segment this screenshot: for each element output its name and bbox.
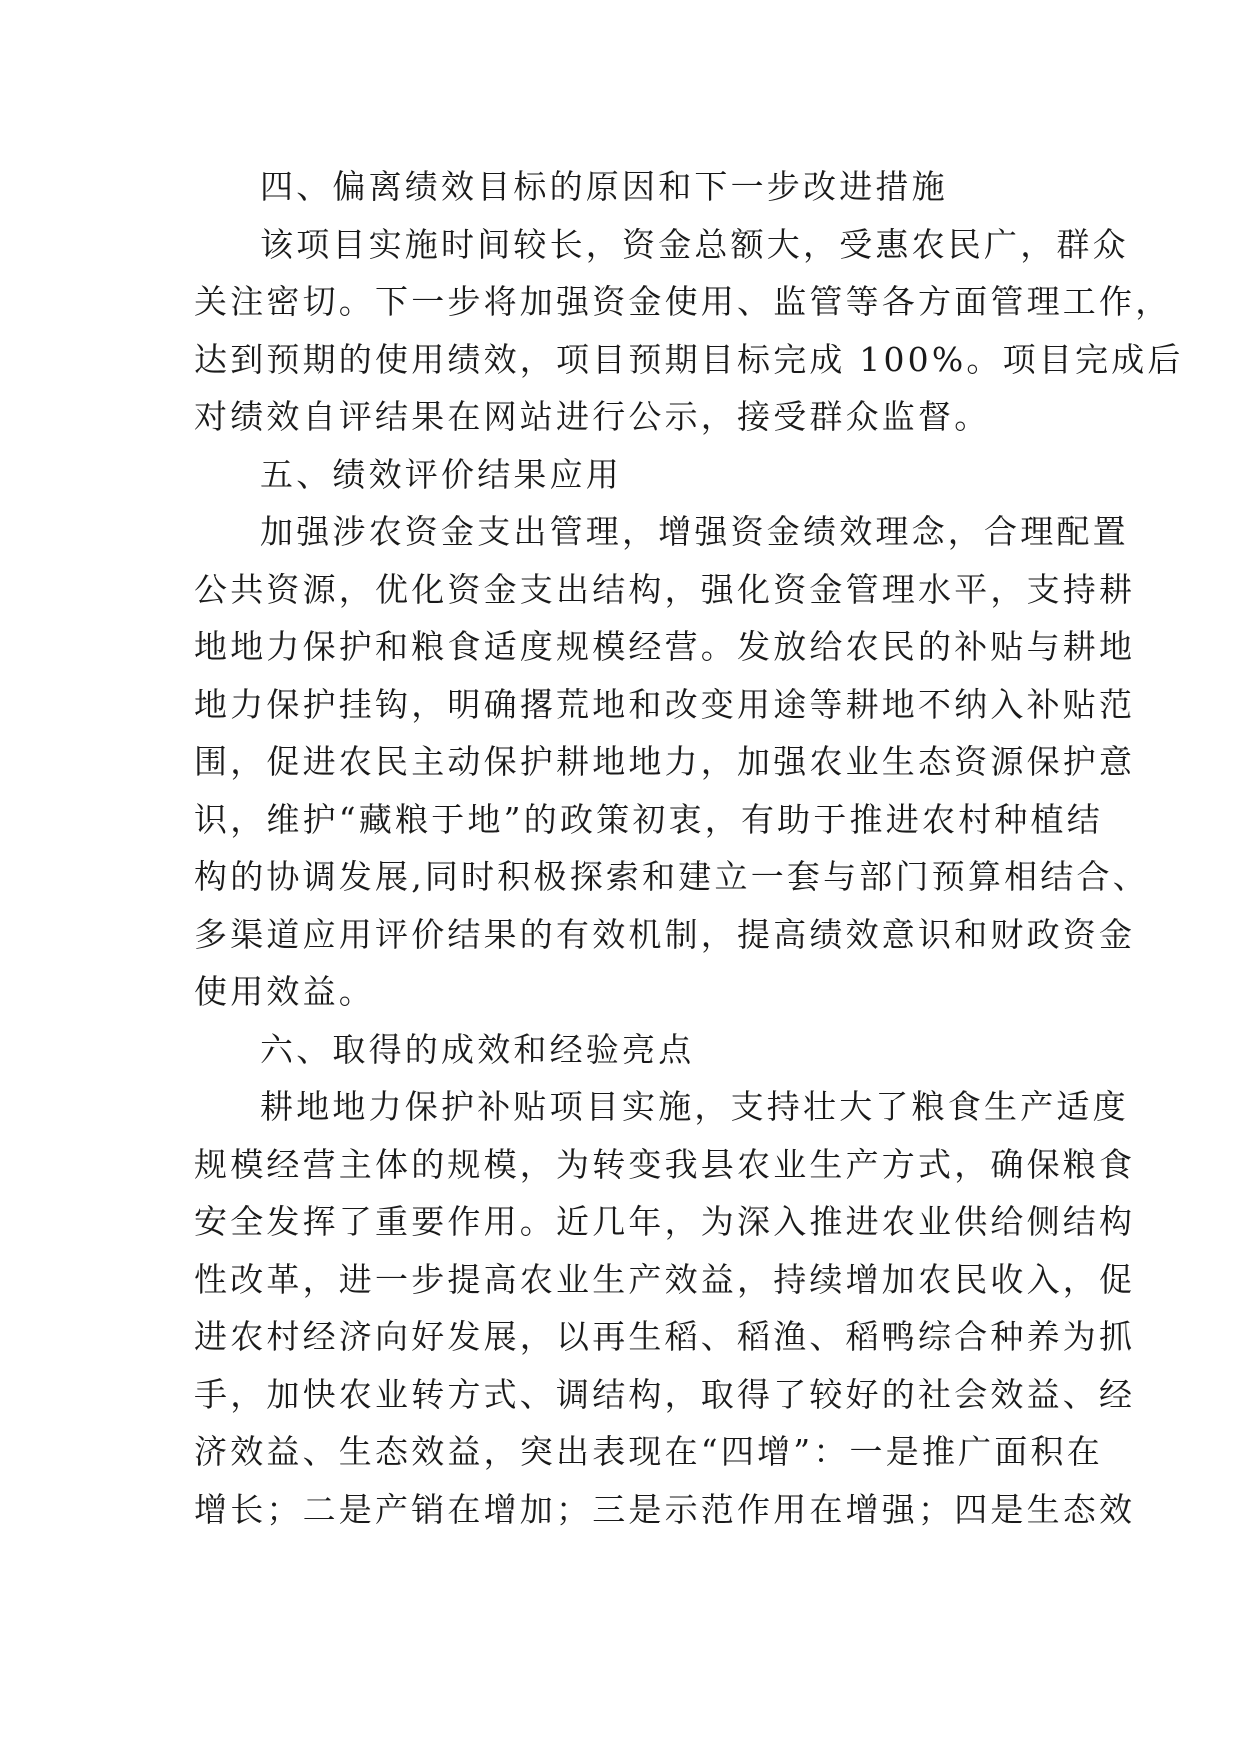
section-6-heading: 六、取得的成效和经验亮点 (260, 1029, 695, 1069)
paragraph-line: 耕地地力保护补贴项目实施，支持壮大了粮食生产适度 (260, 1087, 1129, 1126)
paragraph-line: 手，加快农业转方式、调结构，取得了较好的社会效益、经 (194, 1374, 1136, 1414)
paragraph-line: 加强涉农资金支出管理，增强资金绩效理念，合理配置 (260, 512, 1129, 551)
paragraph-line: 多渠道应用评价结果的有效机制，提高绩效意识和财政资金 (194, 914, 1136, 954)
paragraph-line: 地力保护挂钩，明确撂荒地和改变用途等耕地不纳入补贴范 (194, 684, 1136, 724)
paragraph-line: 增长；二是产销在增加；三是示范作用在增强；四是生态效 (194, 1489, 1136, 1529)
paragraph-line: 该项目实施时间较长，资金总额大，受惠农民广，群众 (260, 224, 1129, 264)
paragraph-line: 构的协调发展,同时积极探索和建立一套与部门预算相结合、 (194, 857, 1149, 896)
paragraph-line: 围，促进农民主动保护耕地地力，加强农业生态资源保护意 (194, 742, 1136, 781)
section-6-paragraph (194, 1078, 1136, 1538)
section-5-heading: 五、绩效评价结果应用 (260, 454, 622, 494)
paragraph-line: 安全发挥了重要作用。近几年，为深入推进农业供给侧结构 (194, 1202, 1136, 1241)
section-4-paragraph (194, 216, 1184, 446)
section-4-heading: 四、偏离绩效目标的原因和下一步改进措施 (260, 167, 948, 206)
paragraph-line: 济效益、生态效益，突出表现在“四增”：一是推广面积在 (194, 1432, 1103, 1471)
paragraph-line: 公共资源，优化资金支出结构，强化资金管理水平，支持耕 (194, 569, 1136, 609)
paragraph-line: 地地力保护和粮食适度规模经营。发放给农民的补贴与耕地 (194, 627, 1136, 666)
paragraph-line: 使用效益。 (194, 972, 375, 1011)
section-5-paragraph (194, 503, 1149, 1021)
paragraph-line: 关注密切。下一步将加强资金使用、监管等各方面管理工作， (194, 282, 1172, 321)
paragraph-line: 识，维护“藏粮于地”的政策初衷，有助于推进农村种植结 (194, 799, 1103, 839)
paragraph-line: 性改革，进一步提高农业生产效益，持续增加农民收入，促 (194, 1259, 1136, 1299)
paragraph-line: 规模经营主体的规模，为转变我县农业生产方式，确保粮食 (194, 1144, 1136, 1184)
document-body (194, 158, 1184, 1538)
paragraph-line: 对绩效自评结果在网站进行公示，接受群众监督。 (194, 397, 991, 436)
paragraph-line: 进农村经济向好发展，以再生稻、稻渔、稻鸭综合种养为抓 (194, 1317, 1136, 1356)
paragraph-line: 达到预期的使用绩效，项目预期目标完成 100%。项目完成后 (194, 339, 1184, 379)
